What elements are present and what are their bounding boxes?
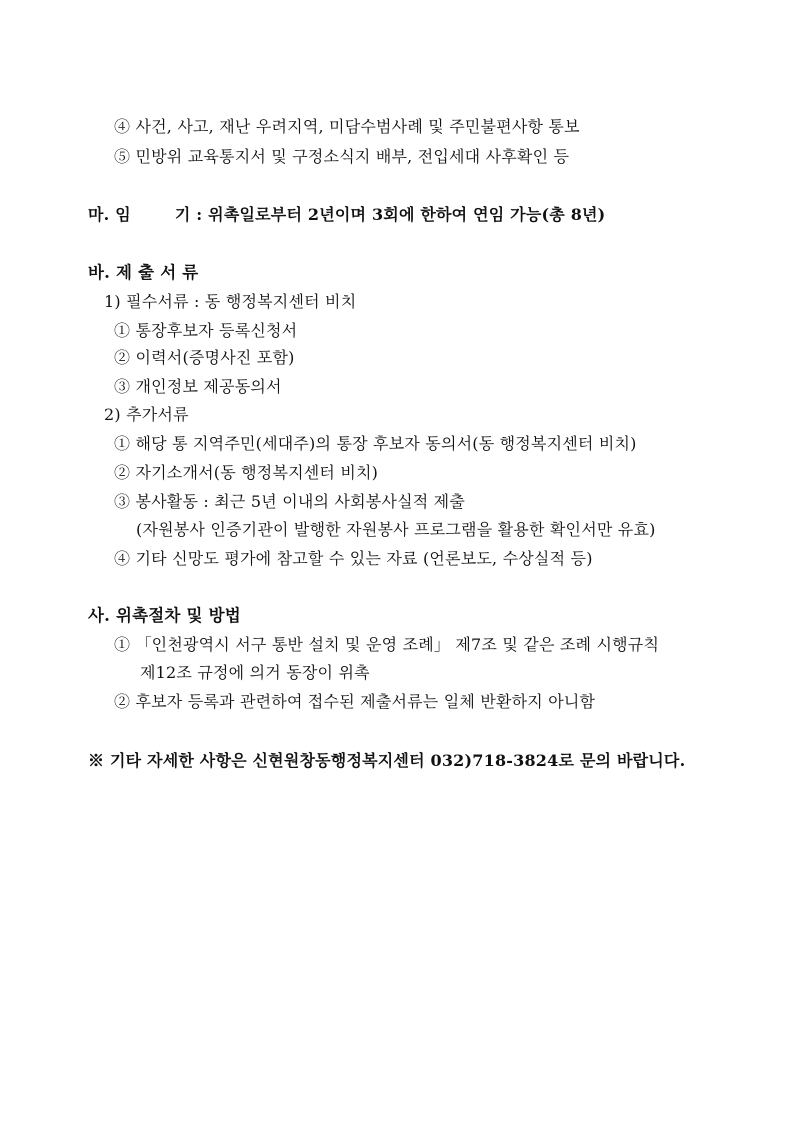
required-doc-item: ① 통장후보자 등록신청서 [114, 321, 298, 340]
procedure-item-1-cont: 제12조 규정에 의거 동장이 위촉 [140, 663, 370, 682]
procedure-item-2: ② 후보자 등록과 관련하여 접수된 제출서류는 일체 반환하지 아니함 [114, 692, 596, 711]
additional-docs-title: 2) 추가서류 [104, 405, 189, 424]
duty-item-5: ⑤ 민방위 교육통지서 및 구정소식지 배부, 전입세대 사후확인 등 [114, 147, 570, 166]
duty-item-4: ④ 사건, 사고, 재난 우려지역, 미담수범사례 및 주민불편사항 통보 [114, 117, 580, 136]
additional-doc-item: ② 자기소개서(동 행정복지센터 비치) [114, 463, 379, 482]
additional-doc-note: (자원봉사 인증기관이 발행한 자원봉사 프로그램을 활용한 확인서만 유효) [136, 520, 656, 539]
term-label-b: 기 [174, 205, 191, 224]
additional-doc-item: ④ 기타 신망도 평가에 참고할 수 있는 자료 (언론보도, 수상실적 등) [114, 549, 593, 568]
term-label-a: 마. 임 [88, 205, 131, 224]
required-docs-title: 1) 필수서류 : 동 행정복지센터 비치 [104, 292, 357, 311]
contact-notice: ※ 기타 자세한 사항은 신현원창동행정복지센터 032)718-3824로 문의 바랍니다. [88, 751, 686, 770]
procedure-heading: 사. 위촉절차 및 방법 [88, 606, 241, 625]
term-text: : 위촉일로부터 2년이며 3회에 한하여 연임 가능(총 8년) [196, 205, 606, 224]
term-line [88, 205, 605, 225]
procedure-item-1: ① 「인천광역시 서구 통반 설치 및 운영 조례」 제7조 및 같은 조례 시행규칙 [114, 635, 660, 654]
documents-heading: 바. 제 출 서 류 [88, 263, 199, 282]
required-doc-item: ② 이력서(증명사진 포함) [114, 348, 295, 367]
required-doc-item: ③ 개인정보 제공동의서 [114, 377, 282, 396]
additional-doc-item: ③ 봉사활동 : 최근 5년 이내의 사회봉사실적 제출 [114, 492, 465, 511]
additional-doc-item: ① 해당 통 지역주민(세대주)의 통장 후보자 동의서(동 행정복지센터 비치) [114, 434, 637, 453]
